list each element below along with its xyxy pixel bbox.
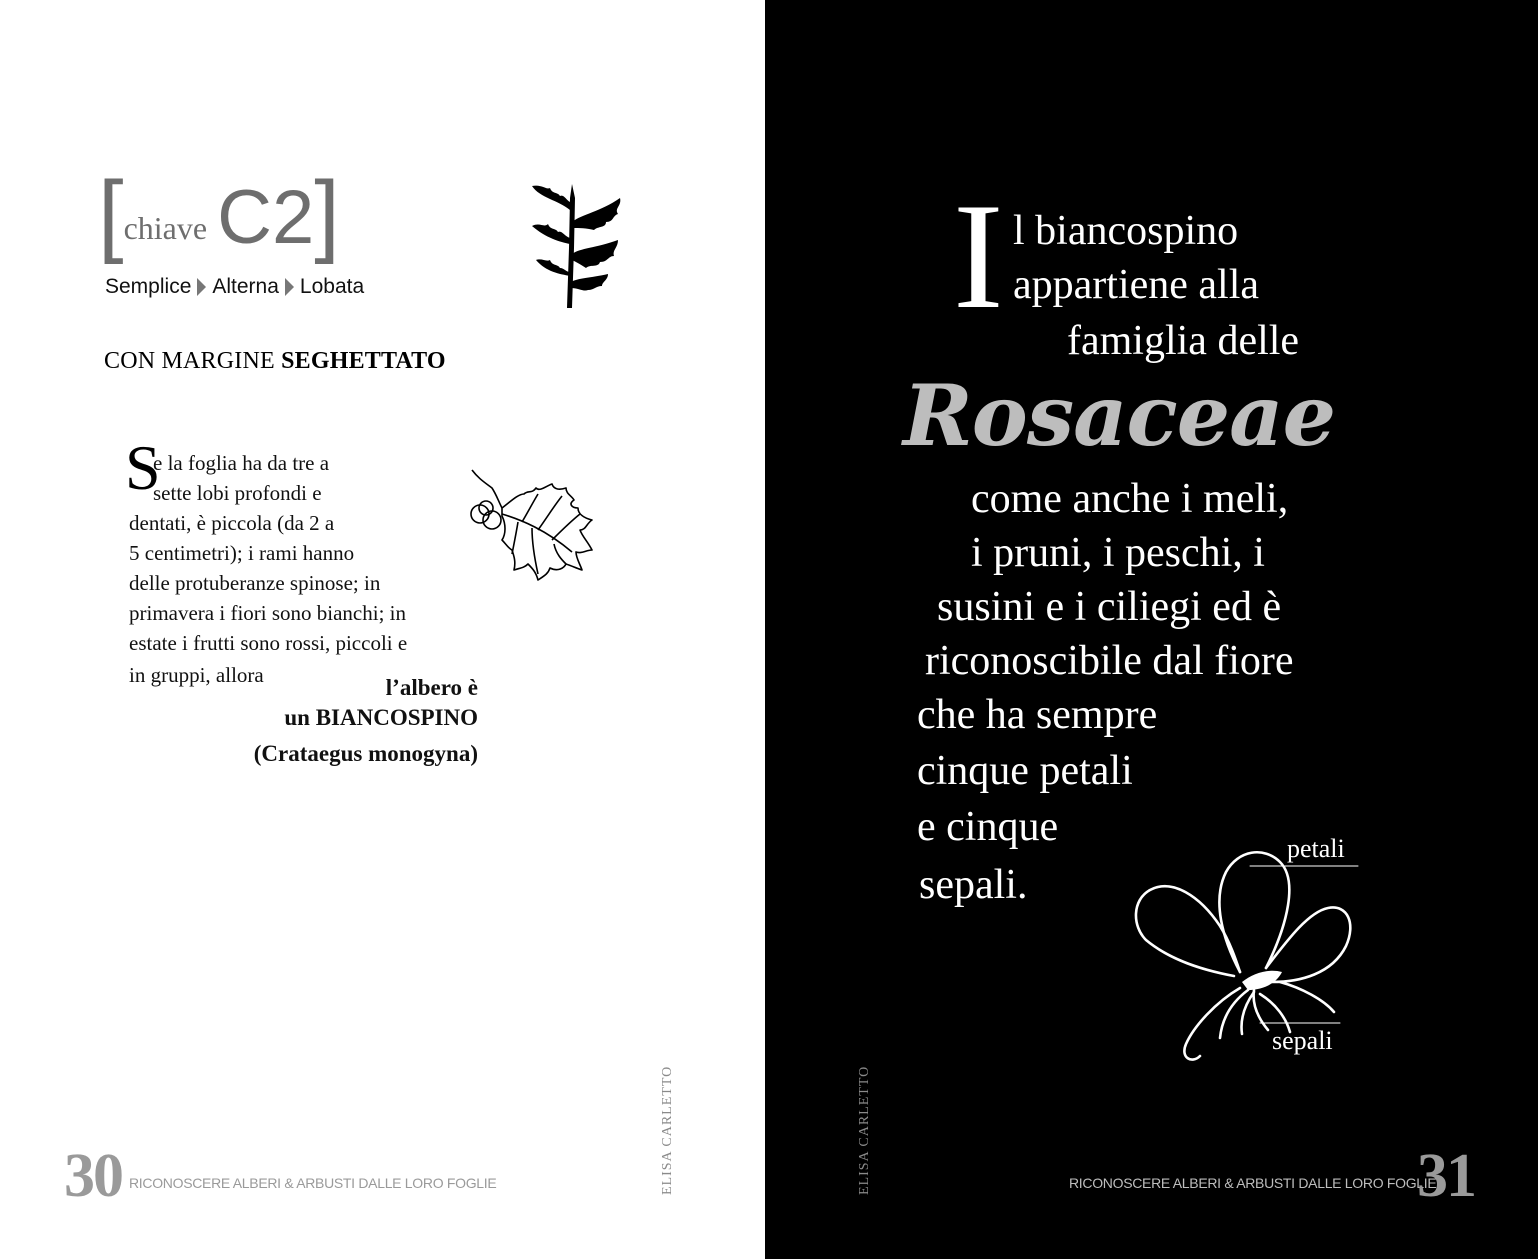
result-line: l’albero è — [385, 675, 478, 700]
key-close-bracket: ] — [314, 163, 340, 265]
body-line: che ha sempre — [917, 692, 1158, 738]
paragraph-line: estate i frutti sono rossi, piccoli e — [129, 631, 408, 655]
breadcrumb-item: Alterna — [212, 275, 279, 298]
paragraph-line: in gruppi, allora — [129, 663, 264, 687]
paragraph-line: dentati, è piccola (da 2 a — [129, 511, 335, 535]
key-title — [98, 163, 340, 265]
paragraph-line: delle protuberanze spinose; in — [129, 571, 381, 595]
key-code: C2 — [217, 175, 315, 260]
body-line: riconoscibile dal fiore — [925, 638, 1294, 684]
key-open-bracket: [ — [98, 163, 124, 265]
page-number: 30 — [64, 1142, 122, 1210]
author-name: ELISA CARLETTO — [660, 1065, 675, 1195]
result-line: un BIANCOSPINO — [284, 705, 478, 730]
triangle-right-icon — [285, 278, 294, 296]
section-subhead — [104, 348, 446, 375]
drop-cap: S — [125, 432, 161, 503]
body-line: sepali. — [919, 862, 1028, 908]
left-page — [0, 0, 765, 1259]
paragraph-line: sette lobi profondi e — [153, 481, 322, 505]
page-number: 31 — [1417, 1142, 1475, 1210]
intro-line: famiglia delle — [1067, 318, 1300, 364]
breadcrumb-item: Semplice — [105, 275, 192, 298]
triangle-right-icon — [197, 278, 206, 296]
drop-cap: I — [953, 172, 1004, 340]
intro-line: l biancospino — [1013, 208, 1239, 254]
running-title: RICONOSCERE ALBERI & ARBUSTI DALLE LORO FOGLIE — [129, 1175, 497, 1191]
oak-sprig-icon — [520, 178, 630, 313]
breadcrumb — [105, 275, 364, 299]
family-name: Rosaceae — [903, 366, 1336, 465]
paragraph-line: primavera i fiori sono bianchi; in — [129, 601, 407, 625]
petals-label: petali — [1287, 834, 1345, 863]
body-line: come anche i meli, — [971, 476, 1289, 522]
sepals-label: sepali — [1272, 1026, 1333, 1055]
paragraph-line: 5 centimetri); i rami hanno — [129, 541, 355, 565]
identification-result — [254, 673, 478, 769]
right-page — [765, 0, 1538, 1259]
paragraph-line: e la foglia ha da tre a — [153, 451, 330, 475]
intro-line: appartiene alla — [1013, 262, 1260, 308]
author-name: ELISA CARLETTO — [857, 1065, 872, 1195]
body-line: i pruni, i peschi, i — [971, 530, 1265, 576]
hawthorn-leaf-drawing — [462, 464, 602, 582]
body-line: e cinque — [917, 804, 1059, 850]
body-line: susini e i ciliegi ed è — [937, 584, 1282, 630]
subhead-normal: CON MARGINE — [104, 348, 282, 374]
result-line: (Crataegus monogyna) — [253, 741, 478, 766]
key-word: chiave — [123, 210, 208, 246]
body-line: cinque petali — [917, 748, 1133, 794]
breadcrumb-item: Lobata — [299, 275, 365, 298]
running-title: RICONOSCERE ALBERI & ARBUSTI DALLE LORO FOGLIE — [1069, 1175, 1437, 1191]
subhead-bold: SEGHETTATO — [281, 348, 446, 374]
